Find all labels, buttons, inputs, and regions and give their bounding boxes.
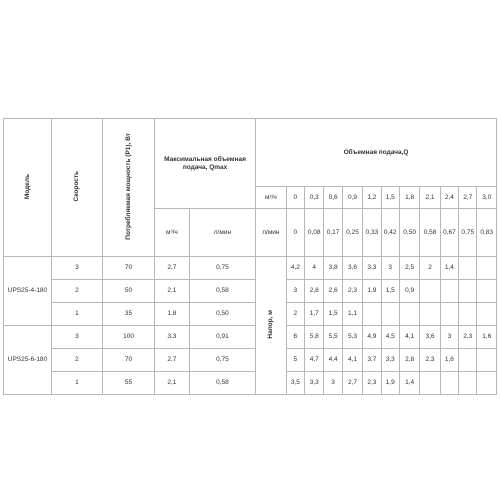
model-header bbox=[4, 119, 52, 257]
head-value-cell bbox=[420, 372, 440, 395]
q-lmin-cell: 0,17 bbox=[324, 209, 342, 257]
head-value-cell: 5,3 bbox=[342, 326, 362, 349]
speed-cell: 2 bbox=[51, 280, 102, 303]
head-value-cell bbox=[440, 280, 458, 303]
model-header-label: Модель bbox=[23, 173, 31, 199]
head-value-cell: 5,8 bbox=[305, 326, 324, 349]
speed-cell: 3 bbox=[51, 257, 102, 280]
max-flow-header: Максимальная объемная подача, Qmax bbox=[155, 119, 256, 209]
q-lmin-cell: 0,25 bbox=[342, 209, 362, 257]
q-lmin-cell: 0,83 bbox=[477, 209, 497, 257]
head-value-cell: 4,9 bbox=[363, 326, 381, 349]
qmax-m3h-cell: 2,1 bbox=[155, 280, 190, 303]
head-value-cell: 3,7 bbox=[363, 349, 381, 372]
q-lmin-cell: 0,58 bbox=[420, 209, 440, 257]
table-row bbox=[4, 303, 497, 326]
head-value-cell: 3,6 bbox=[420, 326, 440, 349]
table-row bbox=[4, 349, 497, 372]
head-value-cell bbox=[381, 303, 399, 326]
table-row bbox=[4, 326, 497, 349]
head-value-cell bbox=[459, 257, 477, 280]
head-value-cell: 2,3 bbox=[420, 349, 440, 372]
head-value-cell: 3 bbox=[381, 257, 399, 280]
head-value-cell: 4 bbox=[305, 257, 324, 280]
q-lmin-cell: 0,42 bbox=[381, 209, 399, 257]
qmax-m3h-cell: 2,7 bbox=[155, 257, 190, 280]
qmax-unit-m3h: м³/ч bbox=[155, 209, 190, 257]
head-value-cell: 3 bbox=[324, 372, 342, 395]
head-value-cell: 4,4 bbox=[324, 349, 342, 372]
head-value-cell bbox=[420, 280, 440, 303]
head-value-cell: 1,1 bbox=[342, 303, 362, 326]
power-header-label: Потребляемая мощность (P1), Вт bbox=[124, 132, 132, 240]
head-value-cell: 3,3 bbox=[305, 372, 324, 395]
head-value-cell: 1,6 bbox=[440, 349, 458, 372]
q-m3h-cell: 0,6 bbox=[324, 187, 342, 209]
qmax-m3h-cell: 2,1 bbox=[155, 372, 190, 395]
head-value-cell: 4,7 bbox=[305, 349, 324, 372]
head-value-cell bbox=[440, 303, 458, 326]
head-value-cell bbox=[459, 280, 477, 303]
head-value-cell: 3 bbox=[286, 280, 304, 303]
head-value-cell: 1,7 bbox=[305, 303, 324, 326]
head-value-cell: 1,5 bbox=[324, 303, 342, 326]
qmax-m3h-cell: 1,8 bbox=[155, 303, 190, 326]
head-value-cell: 1,9 bbox=[363, 280, 381, 303]
q-lmin-cell: 0,67 bbox=[440, 209, 458, 257]
head-value-cell: 1,4 bbox=[399, 372, 419, 395]
head-value-cell bbox=[363, 303, 381, 326]
power-cell: 70 bbox=[103, 257, 155, 280]
qmax-lmin-cell: 0,91 bbox=[189, 326, 255, 349]
head-value-cell: 2,3 bbox=[363, 372, 381, 395]
speed-cell: 2 bbox=[51, 349, 102, 372]
head-value-cell bbox=[477, 303, 497, 326]
head-value-cell: 4,5 bbox=[381, 326, 399, 349]
q-m3h-cell: 3,0 bbox=[477, 187, 497, 209]
power-header bbox=[103, 119, 155, 257]
qmax-m3h-cell: 2,7 bbox=[155, 349, 190, 372]
header-row-1 bbox=[4, 119, 497, 187]
qmax-unit-lmin: л/мин bbox=[189, 209, 255, 257]
q-m3h-cell: 2,1 bbox=[420, 187, 440, 209]
speed-header-label: Скорость bbox=[73, 171, 81, 202]
pump-spec-table bbox=[3, 118, 497, 395]
power-cell: 35 bbox=[103, 303, 155, 326]
speed-cell: 1 bbox=[51, 303, 102, 326]
head-value-cell: 3,5 bbox=[286, 372, 304, 395]
power-cell: 100 bbox=[103, 326, 155, 349]
qmax-lmin-cell: 0,58 bbox=[189, 280, 255, 303]
head-value-cell: 4,2 bbox=[286, 257, 304, 280]
q-m3h-cell: 1,8 bbox=[399, 187, 419, 209]
qmax-m3h-cell: 3,3 bbox=[155, 326, 190, 349]
head-value-cell: 3 bbox=[440, 326, 458, 349]
q-m3h-cell: 2,4 bbox=[440, 187, 458, 209]
head-value-cell bbox=[477, 372, 497, 395]
head-value-cell: 3,8 bbox=[324, 257, 342, 280]
head-value-cell bbox=[440, 372, 458, 395]
head-value-cell bbox=[477, 257, 497, 280]
head-value-cell: 2 bbox=[420, 257, 440, 280]
q-m3h-cell: 0,9 bbox=[342, 187, 362, 209]
head-label: Напор, м bbox=[267, 309, 275, 339]
power-cell: 50 bbox=[103, 280, 155, 303]
q-m3h-cell: 1,2 bbox=[363, 187, 381, 209]
head-value-cell: 4,1 bbox=[399, 326, 419, 349]
qmax-lmin-cell: 0,75 bbox=[189, 349, 255, 372]
head-value-cell: 0,9 bbox=[399, 280, 419, 303]
model-cell: UPS25-6-180 bbox=[4, 326, 52, 395]
speed-cell: 1 bbox=[51, 372, 102, 395]
speed-header bbox=[51, 119, 102, 257]
head-value-cell: 1,4 bbox=[440, 257, 458, 280]
head-value-cell: 6 bbox=[286, 326, 304, 349]
q-lmin-cell: 0,75 bbox=[459, 209, 477, 257]
table-row bbox=[4, 257, 497, 280]
qmax-lmin-cell: 0,75 bbox=[189, 257, 255, 280]
power-cell: 55 bbox=[103, 372, 155, 395]
head-value-cell bbox=[459, 349, 477, 372]
q-m3h-cell: 1,5 bbox=[381, 187, 399, 209]
head-label-cell bbox=[256, 257, 287, 395]
head-value-cell bbox=[399, 303, 419, 326]
head-value-cell: 2,8 bbox=[399, 349, 419, 372]
table-row bbox=[4, 280, 497, 303]
qmax-lmin-cell: 0,50 bbox=[189, 303, 255, 326]
head-value-cell: 2,3 bbox=[342, 280, 362, 303]
head-value-cell: 1,5 bbox=[381, 280, 399, 303]
q-m3h-cell: 2,7 bbox=[459, 187, 477, 209]
q-lmin-cell: 0,50 bbox=[399, 209, 419, 257]
q-unit-lmin: л/мин bbox=[256, 209, 287, 257]
q-lmin-cell: 0,33 bbox=[363, 209, 381, 257]
head-value-cell: 5 bbox=[286, 349, 304, 372]
head-value-cell: 3,6 bbox=[342, 257, 362, 280]
q-unit-m3h: м³/ч bbox=[256, 187, 287, 209]
volume-flow-header: Объемная подача,Q bbox=[256, 119, 497, 187]
head-value-cell: 2 bbox=[286, 303, 304, 326]
head-value-cell: 5,5 bbox=[324, 326, 342, 349]
head-value-cell: 2,7 bbox=[342, 372, 362, 395]
head-value-cell: 2,5 bbox=[399, 257, 419, 280]
q-m3h-cell: 0,3 bbox=[305, 187, 324, 209]
head-value-cell: 2,3 bbox=[459, 326, 477, 349]
power-cell: 70 bbox=[103, 349, 155, 372]
head-value-cell: 4,1 bbox=[342, 349, 362, 372]
head-value-cell bbox=[420, 303, 440, 326]
q-m3h-cell: 0 bbox=[286, 187, 304, 209]
head-value-cell: 1,9 bbox=[381, 372, 399, 395]
table-row bbox=[4, 372, 497, 395]
head-value-cell: 3,3 bbox=[363, 257, 381, 280]
head-value-cell bbox=[477, 349, 497, 372]
head-value-cell: 1,6 bbox=[477, 326, 497, 349]
head-value-cell: 3,3 bbox=[381, 349, 399, 372]
qmax-lmin-cell: 0,58 bbox=[189, 372, 255, 395]
head-value-cell: 2,6 bbox=[324, 280, 342, 303]
model-cell: UPS25-4-180 bbox=[4, 257, 52, 326]
table-body bbox=[4, 119, 497, 395]
speed-cell: 3 bbox=[51, 326, 102, 349]
q-lmin-cell: 0 bbox=[286, 209, 304, 257]
head-value-cell bbox=[459, 372, 477, 395]
head-value-cell bbox=[477, 280, 497, 303]
head-value-cell: 2,8 bbox=[305, 280, 324, 303]
head-value-cell bbox=[459, 303, 477, 326]
q-lmin-cell: 0,08 bbox=[305, 209, 324, 257]
